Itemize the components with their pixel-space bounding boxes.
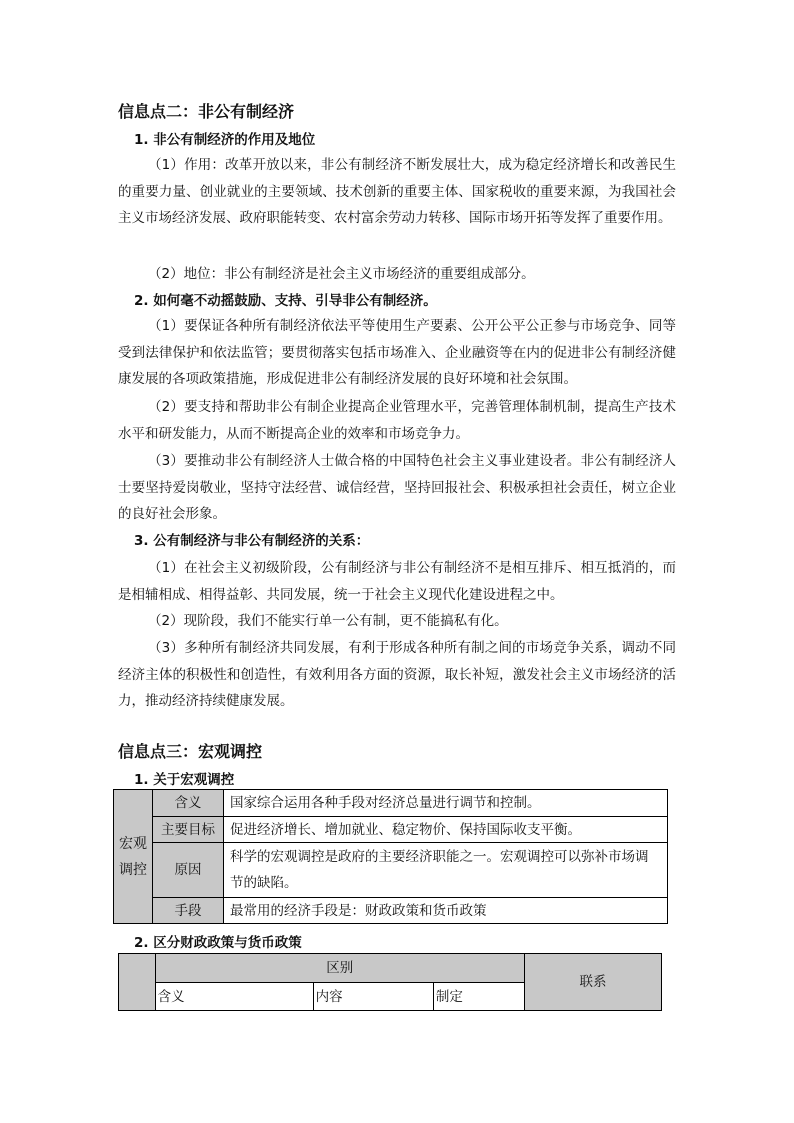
table-corner bbox=[119, 954, 156, 1011]
paragraph: （1）作用：改革开放以来，非公有制经济不断发展壮大，成为稳定经济增长和改善民生的重要力量、创业就业的主要领域、技术创新的重要主体、国家税收的重要来源，为我国社会主义市场经济发展、政府职能转变、农村富余劳动力转移、国际市场开拓等发挥了重要作用。 bbox=[118, 157, 676, 226]
table-link-header: 联系 bbox=[524, 954, 661, 1011]
subheading: 3. 公有制经济与非公有制经济的关系： bbox=[134, 533, 370, 549]
table-cell: 科学的宏观调控是政府的主要经济职能之一。宏观调控可以弥补市场调节的缺陷。 bbox=[224, 843, 668, 898]
table-label: 原因 bbox=[153, 843, 224, 898]
paragraph: （2）现阶段，我们不能实行单一公有制，更不能搞私有化。 bbox=[148, 613, 508, 629]
subheading: 1. 非公有制经济的作用及地位 bbox=[134, 132, 316, 148]
paragraph: （3）要推动非公有制经济人士做合格的中国特色社会主义事业建设者。非公有制经济人士要坚持爱岗敬业，坚持守法经营、诚信经营，坚持回报社会、积极承担社会责任，树立企业的良好社会形象。 bbox=[118, 453, 676, 522]
table-group-header: 区别 bbox=[155, 954, 524, 983]
paragraph: （1）要保证各种所有制经济依法平等使用生产要素、公开公平公正参与市场竞争、同等受到法律保护和依法监管；要贯彻落实包括市场准入、企业融资等在内的促进非公有制经济健康发展的各项政策措施，形成促进非公有制经济发展的良好环境和社会氛围。 bbox=[118, 318, 676, 387]
subheading: 2. 如何毫不动摇鼓励、支持、引导非公有制经济。 bbox=[134, 293, 437, 309]
table-label: 手段 bbox=[153, 898, 224, 924]
table-cell: 最常用的经济手段是：财政政策和货币政策 bbox=[224, 898, 668, 924]
table-row-header: 宏观调控 bbox=[114, 790, 153, 924]
macro-control-table bbox=[113, 789, 668, 924]
table-cell: 国家综合运用各种手段对经济总量进行调节和控制。 bbox=[224, 790, 668, 817]
subheading: 2. 区分财政政策与货币政策 bbox=[134, 935, 302, 951]
table-sub-header: 含义 bbox=[155, 983, 313, 1011]
table-label: 含义 bbox=[153, 790, 224, 817]
table-cell: 促进经济增长、增加就业、稳定物价、保持国际收支平衡。 bbox=[224, 817, 668, 843]
section-title: 信息点三：宏观调控 bbox=[118, 742, 263, 761]
subheading: 1. 关于宏观调控 bbox=[134, 772, 235, 788]
paragraph: （1）在社会主义初级阶段，公有制经济与非公有制经济不是相互排斥、相互抵消的，而是相辅相成、相得益彰、共同发展，统一于社会主义现代化建设进程之中。 bbox=[118, 560, 676, 603]
section-title: 信息点二：非公有制经济 bbox=[118, 102, 295, 121]
table-label: 主要目标 bbox=[153, 817, 224, 843]
table-sub-header: 内容 bbox=[313, 983, 433, 1011]
paragraph: （2）要支持和帮助非公有制企业提高企业管理水平，完善管理体制机制，提高生产技术水平和研发能力，从而不断提高企业的效率和市场竞争力。 bbox=[118, 399, 676, 442]
paragraph: （3）多种所有制经济共同发展，有利于形成各种所有制之间的市场竞争关系，调动不同经济主体的积极性和创造性，有效利用各方面的资源，取长补短，激发社会主义市场经济的活力，推动经济持续健康发展。 bbox=[118, 640, 676, 709]
paragraph: （2）地位：非公有制经济是社会主义市场经济的重要组成部分。 bbox=[148, 266, 535, 282]
policy-comparison-table bbox=[118, 953, 662, 1011]
table-sub-header: 制定 bbox=[433, 983, 524, 1011]
